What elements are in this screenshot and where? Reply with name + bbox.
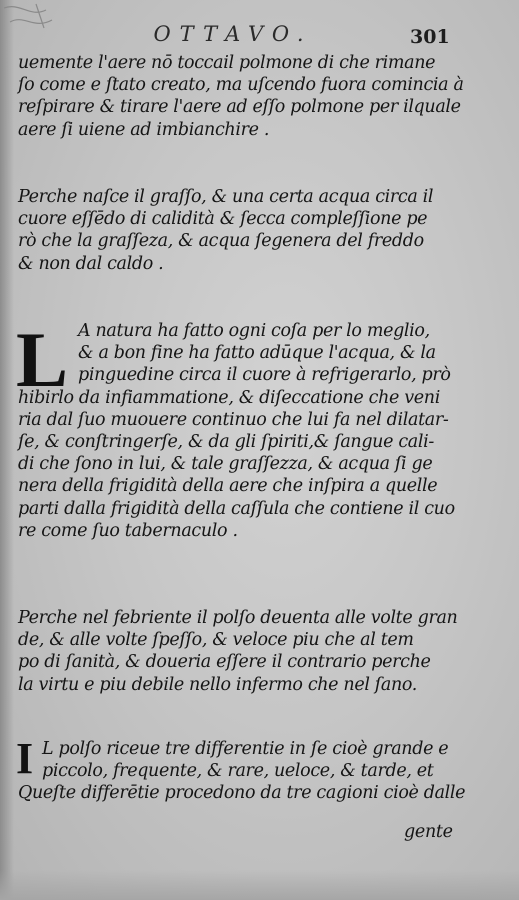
- text-line: Queſte differētie procedono da tre cagioni cioè dalle: [18, 783, 466, 804]
- catchword: gente: [404, 822, 453, 842]
- text-line: A natura ha fatto ogni coſa per lo meglio,: [78, 321, 430, 341]
- text-line: Perche nel febriente il polſo deuenta alle volte gran: [18, 608, 458, 628]
- text-line: parti dalla frigidità della caſſula che contiene il cuo: [18, 498, 455, 519]
- text-line: aere ſi uiene ad imbianchire .: [18, 119, 270, 140]
- drop-cap-I: I: [16, 734, 34, 783]
- text-line: uemente l'aere nō toccail polmone di che rimane: [18, 53, 436, 73]
- page-number: 301: [410, 26, 450, 48]
- text-line: po di ſanità, & doueria eſſere il contrario perche: [18, 652, 431, 673]
- text-line: de, & alle volte ſpeſſo, & veloce piu che al tem: [18, 630, 414, 651]
- text-line: nera della frigidità della aere che inſpira a quelle: [18, 476, 438, 497]
- text-line: cuore eſſēdo di calidità & ſecca compleſſione pe: [18, 209, 428, 230]
- text-line: Perche naſce il graſſo, & una certa acqua circa il: [18, 187, 434, 207]
- text-line: ſe, & conſtringerſe, & da gli ſpiriti,& ſangue cali-: [18, 431, 434, 452]
- text-line: la virtu e piu debile nello infermo che nel ſano.: [18, 674, 418, 695]
- paragraph-5-answer: [16, 734, 482, 805]
- text-line: rò che la graſſeza, & acqua ſegenera del freddo: [18, 231, 424, 252]
- text-line: ria dal ſuo muouere continuo che lui fa nel dilatar-: [18, 409, 449, 430]
- marginal-doodle: [0, 0, 90, 60]
- paragraph-2-question: [18, 186, 482, 275]
- text-line: & a bon fine ha fatto adūque l'acqua, & la: [78, 343, 436, 364]
- page-bottom-shadow: [0, 870, 519, 900]
- text-line: L polſo riceue tre differentie in ſe cioè grande e: [42, 739, 449, 759]
- paragraph-3-answer: [16, 316, 482, 542]
- running-header: OTTAVO.: [153, 22, 313, 46]
- text-line: hibirlo da infiammatione, & diſeccatione che veni: [18, 387, 440, 408]
- paragraph-1: [18, 52, 482, 141]
- paragraph-4-question: [18, 607, 482, 696]
- drop-cap-L: L: [16, 316, 69, 403]
- text-line: re come ſuo tabernaculo .: [18, 520, 238, 541]
- text-line: pinguedine circa il cuore à refrigerarlo, prò: [78, 365, 451, 386]
- text-line: piccolo, frequente, & rare, ueloce, & tarde, et: [42, 761, 434, 782]
- page-edge-shadow: [0, 0, 14, 900]
- text-line: & non dal caldo .: [18, 253, 164, 274]
- text-line: ſo come e ſtato creato, ma uſcendo fuora comincia à: [18, 75, 464, 96]
- text-line: reſpirare & tirare l'aere ad eſſo polmone per ilquale: [18, 97, 461, 118]
- text-line: di che ſono in lui, & tale graſſezza, & acqua ſi ge: [18, 454, 433, 475]
